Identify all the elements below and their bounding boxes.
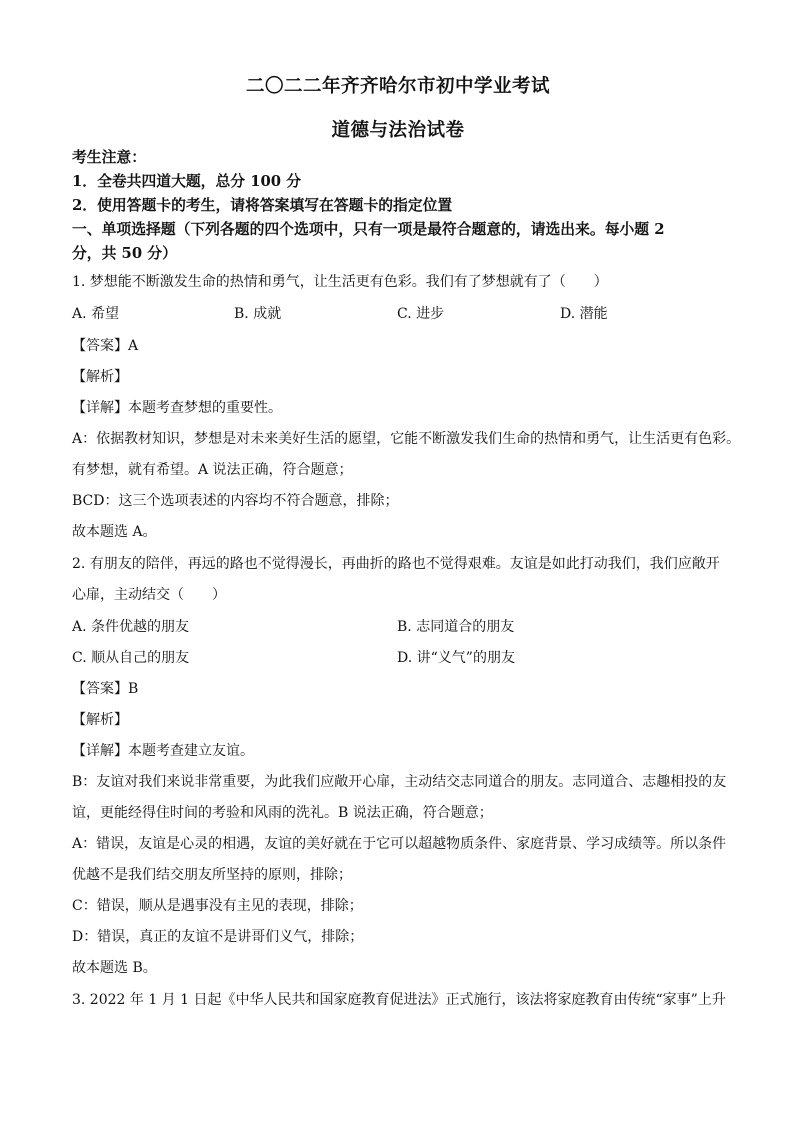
question-2-stem-line-1: 2. 有朋友的陪伴，再远的路也不觉得漫长，再曲折的路也不觉得艰难。友谊是如此打动我们，我们应敞开 — [72, 556, 720, 572]
question-3-stem-line-1: 3. 2022 年 1 月 1 日起《中华人民共和国家庭教育促进法》正式施行，该法将家庭教育由传统“家事”上升 — [72, 992, 726, 1008]
question-2-answer: 【答案】B — [72, 681, 139, 697]
question-2-explain-line: 优越不是我们结交朋友所坚持的原则，排除； — [72, 867, 352, 883]
question-1-option-c: C. 进步 — [397, 306, 445, 322]
section-heading-line-2: 分，共 50 分） — [72, 245, 177, 262]
question-1-option-b: B. 成就 — [234, 306, 282, 322]
question-1-detail: 【详解】本题考查梦想的重要性。 — [72, 400, 282, 416]
question-1-explain-line: BCD：这三个选项表述的内容均不符合题意，排除； — [72, 493, 399, 509]
notice-heading: 考生注意： — [72, 149, 146, 166]
notice-item-1: 1．全卷共四道大题，总分 100 分 — [72, 173, 302, 190]
question-1-option-a: A. 希望 — [72, 306, 120, 322]
exam-title: 二〇二二年齐齐哈尔市初中学业考试 — [245, 76, 550, 97]
question-2-explain-line: B：友谊对我们来说非常重要，为此我们应敞开心扉，主动结交志同道合的朋友。志同道合、志趣相投的友 — [72, 774, 727, 790]
question-2-explain-line: A：错误，友谊是心灵的相遇，友谊的美好就在于它可以超越物质条件、家庭背景、学习成绩等。所以条件 — [72, 836, 727, 852]
question-2-option-b: B. 志同道合的朋友 — [397, 619, 515, 635]
question-2-stem-line-2: 心扉，主动结交（ ） — [72, 587, 226, 603]
question-1-explain-line: 有梦想，就有希望。A 说法正确，符合题意； — [72, 462, 353, 478]
question-2-option-c: C. 顺从自己的朋友 — [72, 650, 190, 666]
question-2-analysis: 【解析】 — [72, 712, 128, 728]
question-2-explain-line: C：错误，顺从是遇事没有主见的表现，排除； — [72, 898, 363, 914]
question-2-option-a: A. 条件优越的朋友 — [72, 619, 190, 635]
question-1-answer: 【答案】A — [72, 338, 139, 354]
question-2-explain-line: 故本题选 B。 — [72, 960, 157, 976]
question-2-option-d: D. 讲“义气”的朋友 — [397, 650, 515, 666]
question-1-stem: 1. 梦想能不断激发生命的热情和勇气，让生活更有色彩。我们有了梦想就有了（ ） — [72, 274, 608, 290]
notice-item-2: 2．使用答题卡的考生，请将答案填写在答题卡的指定位置 — [72, 197, 453, 214]
question-1-option-d: D. 潜能 — [560, 306, 608, 322]
question-1-explain-line: A：依据教材知识，梦想是对未来美好生活的愿望，它能不断激发我们生命的热情和勇气，让生活更有色彩。 — [72, 431, 741, 447]
question-2-explain-line: D：错误，真正的友谊不是讲哥们义气，排除； — [72, 929, 364, 945]
question-1-analysis: 【解析】 — [72, 369, 128, 385]
question-2-explain-line: 谊，更能经得住时间的考验和风雨的洗礼。B 说法正确，符合题意； — [72, 805, 493, 821]
question-1-explain-line: 故本题选 A。 — [72, 524, 157, 540]
exam-subtitle: 道德与法治试卷 — [331, 120, 465, 141]
section-heading-line-1: 一、单项选择题（下列各题的四个选项中，只有一项是最符合题意的，请选出来。每小题 2 — [72, 221, 665, 238]
question-2-detail: 【详解】本题考查建立友谊。 — [72, 743, 254, 759]
